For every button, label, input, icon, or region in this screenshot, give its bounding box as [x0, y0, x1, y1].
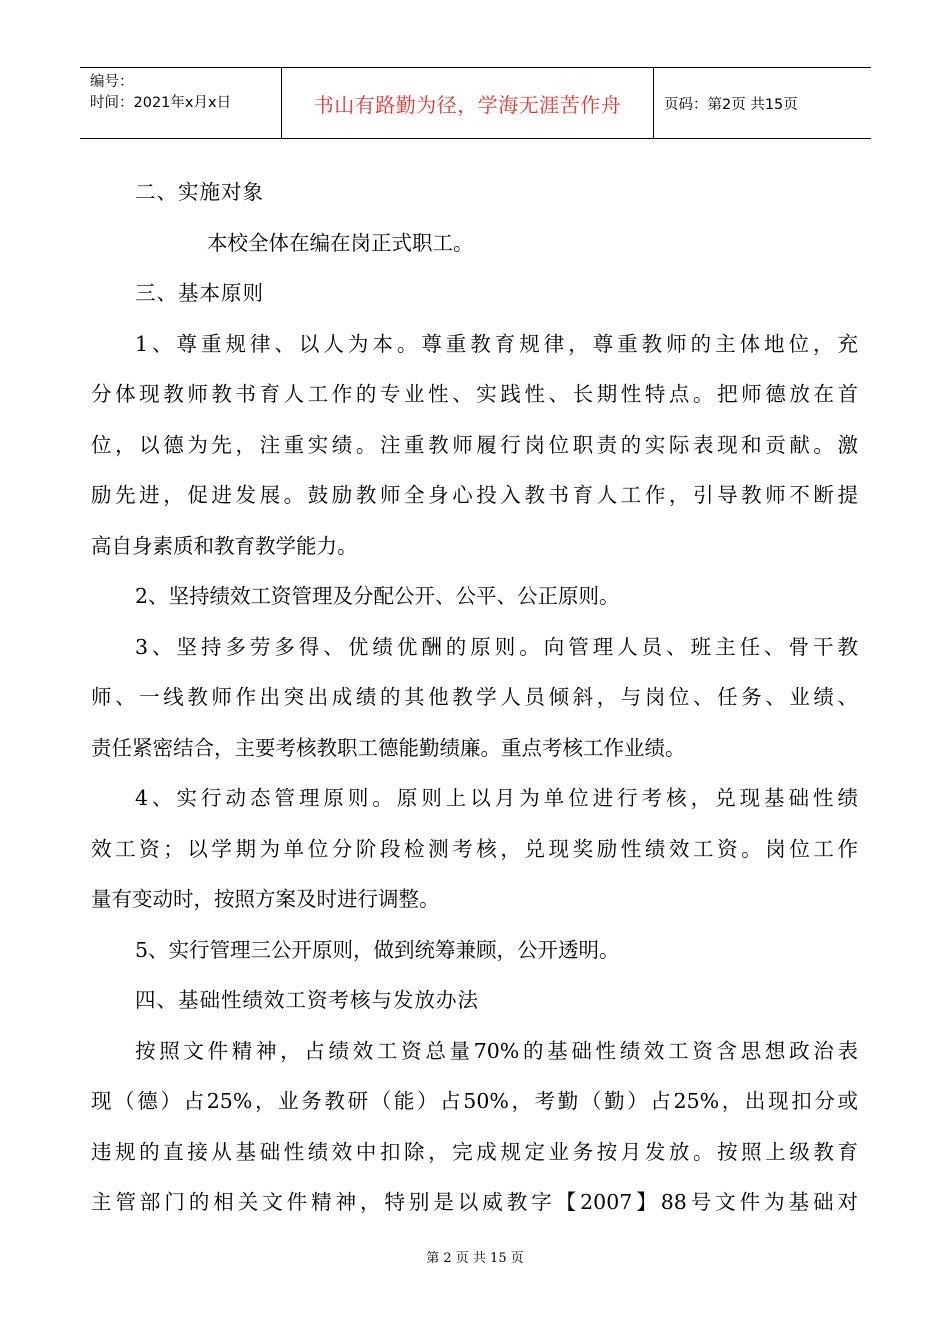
paragraph-line: 3、坚持多劳多得、优绩优酬的原则。向管理人员、班主任、骨干教 [135, 634, 858, 659]
paragraph-line: 高自身素质和教育教学能力。 [91, 533, 358, 558]
section-heading: 三、基本原则 [135, 281, 264, 305]
section-heading: 四、基础性绩效工资考核与发放办法 [135, 988, 479, 1012]
paragraph-line: 2、坚持绩效工资管理及分配公开、公平、公正原则。 [135, 584, 620, 608]
page-footer: 第 2 页 共 15 页 [426, 1251, 524, 1266]
page-number-label: 页码：第2页 共15页 [664, 96, 798, 113]
header-meta [80, 68, 282, 138]
paragraph-line: 分体现教师教书育人工作的专业性、实践性、长期性特点。把师德放在首 [91, 382, 858, 406]
motto-text: 书山有路勤为径，学海无涯苦作舟 [313, 92, 622, 117]
serial-number-label: 编号： [90, 74, 134, 90]
paragraph-line: 责任紧密结合，主要考核教职工德能勤绩廉。重点考核工作业绩。 [91, 735, 686, 760]
paragraph-line: 5、实行管理三公开原则，做到统筹兼顾，公开透明。 [135, 937, 620, 962]
paragraph-line: 按照文件精神，占绩效工资总量70%的基础性绩效工资含思想政治表 [135, 1038, 858, 1063]
paragraph-line: 师、一线教师作出突出成绩的其他教学人员倾斜，与岗位、任务、业绩、 [91, 685, 858, 709]
paragraph-line: 现（德）占25%，业务教研（能）占50%，考勤（勤）占25%，出现扣分或 [91, 1089, 858, 1113]
paragraph-line: 量有变动时，按照方案及时进行调整。 [91, 887, 440, 911]
document-body [91, 167, 858, 1228]
paragraph-line: 1、尊重规律、以人为本。尊重教育规律，尊重教师的主体地位，充 [135, 331, 858, 356]
paragraph-line: 主管部门的相关文件精神，特别是以威教字【2007】88号文件为基础对 [91, 1190, 858, 1214]
header-motto-cell [282, 68, 654, 138]
header-page-cell [654, 68, 871, 138]
paragraph-line: 本校全体在编在岗正式职工。 [207, 230, 474, 255]
paragraph-line: 违规的直接从基础性绩效中扣除，完成规定业务按月发放。按照上级教育 [91, 1139, 858, 1164]
paragraph-line: 励先进，促进发展。鼓励教师全身心投入教书育人工作，引导教师不断提 [91, 483, 858, 507]
paragraph-line: 位，以德为先，注重实绩。注重教师履行岗位职责的实际表现和贡献。激 [91, 432, 858, 457]
paragraph-line: 4、实行动态管理原则。原则上以月为单位进行考核，兑现基础性绩 [135, 786, 858, 810]
page-header [80, 67, 871, 139]
section-heading: 二、实施对象 [135, 180, 264, 204]
paragraph-line: 效工资；以学期为单位分阶段检测考核，兑现奖励性绩效工资。岗位工作 [91, 836, 858, 861]
date-label: 时间：2021年x月x日 [90, 95, 232, 111]
